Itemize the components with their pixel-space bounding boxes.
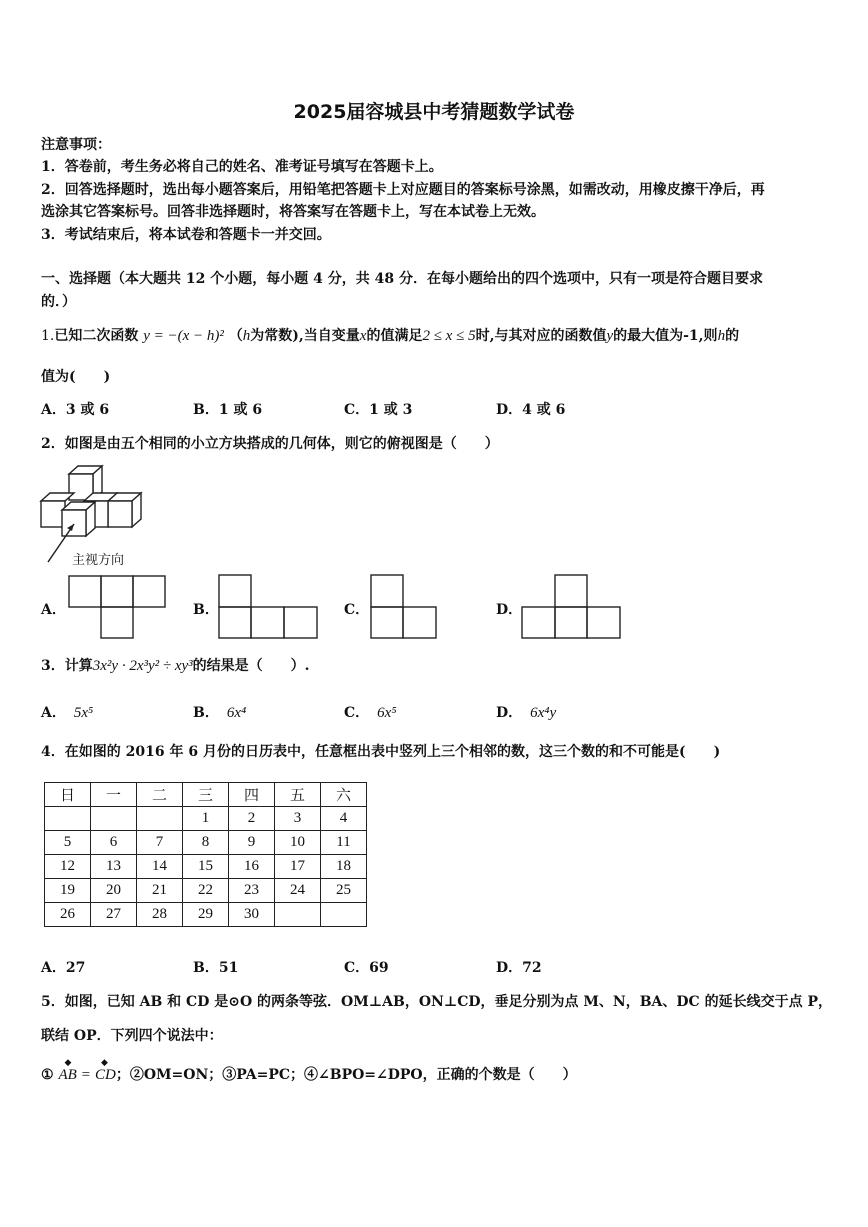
q3-option-d[interactable]	[496, 702, 556, 722]
q1-text-6: 的最大值为-1,则	[613, 328, 718, 344]
exam-title: 2025届容城县中考猜题数学试卷	[293, 101, 575, 123]
calendar-cell	[91, 807, 137, 831]
calendar-cell: 10	[275, 831, 321, 855]
calendar-header: 六	[321, 783, 367, 807]
q1-option-b[interactable]: B．1 或 6	[193, 402, 263, 418]
calendar-header: 二	[137, 783, 183, 807]
q3-expression: 3x²y · 2x³y² ÷ xy³	[92, 658, 193, 674]
calendar-cell: 8	[183, 831, 229, 855]
q1-h: h	[242, 328, 251, 344]
q1-y: y	[606, 328, 614, 344]
calendar-row	[45, 831, 367, 855]
q2-option-d-label[interactable]: D．	[496, 602, 523, 618]
calendar-cell: 6	[91, 831, 137, 855]
q5-arc-cd-text: CD	[94, 1067, 116, 1083]
calendar-cell: 12	[45, 855, 91, 879]
question-1-line-1	[41, 325, 739, 345]
q3-option-b[interactable]	[193, 702, 246, 722]
section-heading: 一、选择题（本大题共 12 个小题，每小题 4 分，共 48 分．在每小题给出的四个选项中，只有一项是符合题目要求	[41, 271, 763, 287]
calendar-cell: 27	[91, 903, 137, 927]
q5-arc-ab	[58, 1057, 77, 1084]
q4-option-c[interactable]: C．69	[344, 960, 389, 976]
q5-arc-cd	[94, 1057, 116, 1084]
calendar-header: 一	[91, 783, 137, 807]
notice-item-1: 1．答卷前，考生务必将自己的姓名、准考证号填写在答题卡上。	[41, 159, 443, 175]
q1-number: 1.	[41, 328, 55, 344]
calendar-cell: 1	[183, 807, 229, 831]
calendar-cell: 11	[321, 831, 367, 855]
q5-equals: =	[81, 1067, 91, 1083]
calendar-cell: 17	[275, 855, 321, 879]
calendar-header: 三	[183, 783, 229, 807]
q1-h-2: h	[717, 328, 726, 344]
q1-option-c[interactable]: C．1 或 3	[344, 402, 413, 418]
calendar-cell: 5	[45, 831, 91, 855]
calendar-row	[45, 903, 367, 927]
calendar-cell: 29	[183, 903, 229, 927]
q1-formula: y = −(x − h)²	[143, 328, 224, 344]
q3-option-a-value: 5x⁵	[73, 705, 94, 721]
q1-range: 2 ≤ x ≤ 5	[422, 328, 476, 344]
calendar-cell: 9	[229, 831, 275, 855]
calendar-cell: 23	[229, 879, 275, 903]
q1-text-2: （	[228, 328, 243, 344]
q1-text-7: 的	[725, 328, 740, 344]
calendar-cell: 14	[137, 855, 183, 879]
calendar-row	[45, 807, 367, 831]
calendar-cell: 4	[321, 807, 367, 831]
question-3-stem	[41, 655, 310, 675]
calendar-row	[45, 855, 367, 879]
q3-option-c[interactable]	[344, 702, 397, 722]
q3-option-a[interactable]	[41, 702, 93, 722]
q1-text-4: 的值满足	[366, 328, 423, 344]
calendar-cell: 28	[137, 903, 183, 927]
notice-item-3: 3．考试结束后，将本试卷和答题卡一并交回。	[41, 227, 331, 243]
q1-option-a[interactable]: A．3 或 6	[41, 402, 110, 418]
calendar-cell: 15	[183, 855, 229, 879]
calendar-cell: 2	[229, 807, 275, 831]
question-5-line-1: 5．如图，已知 AB 和 CD 是⊙O 的两条等弦．OM⊥AB，ON⊥CD，垂足分别为点 M、N，BA、DC 的延长线交于点 P，	[41, 994, 832, 1010]
calendar-cell: 19	[45, 879, 91, 903]
arc-mark-icon: ◆	[64, 1057, 72, 1067]
notice-heading: 注意事项：	[41, 137, 111, 153]
q2-option-a-figure[interactable]	[68, 575, 166, 639]
calendar-cell: 30	[229, 903, 275, 927]
q4-option-d[interactable]: D．72	[496, 960, 542, 976]
figure-label: 主视方向	[72, 553, 125, 568]
question-5-line-3	[41, 1057, 577, 1084]
q3-option-d-letter: D．	[496, 705, 523, 721]
calendar-cell: 22	[183, 879, 229, 903]
q3-text-2: 的结果是（ ）.	[192, 658, 310, 674]
q2-option-c-figure[interactable]	[370, 574, 437, 639]
calendar-header: 日	[45, 783, 91, 807]
q5-circled-1: ①	[41, 1067, 54, 1083]
calendar-header: 五	[275, 783, 321, 807]
q2-option-b-label[interactable]: B．	[193, 602, 219, 618]
arc-mark-icon: ◆	[100, 1057, 108, 1067]
q3-text-1: 3．计算	[41, 658, 93, 674]
calendar-cell: 26	[45, 903, 91, 927]
calendar-cell: 25	[321, 879, 367, 903]
q1-option-d[interactable]: D．4 或 6	[496, 402, 566, 418]
calendar-cell: 18	[321, 855, 367, 879]
q5-statements: ；②OM=ON；③PA=PC；④∠BPO=∠DPO，正确的个数是（ ）	[115, 1067, 577, 1083]
q3-option-b-letter: B．	[193, 705, 219, 721]
q2-option-c-label[interactable]: C．	[344, 602, 370, 618]
q1-x: x	[359, 328, 367, 344]
q2-option-b-figure[interactable]	[218, 574, 318, 639]
question-5-line-2: 联结 OP．下列四个说法中：	[41, 1028, 223, 1044]
notice-item-2-cont: 选涂其它答案标号。回答非选择题时，将答案写在答题卡上，写在本试卷上无效。	[41, 204, 545, 220]
calendar-cell: 13	[91, 855, 137, 879]
calendar-cell	[137, 807, 183, 831]
calendar-cell: 3	[275, 807, 321, 831]
calendar-header-row	[45, 783, 367, 807]
q2-option-a-label[interactable]: A．	[41, 602, 66, 618]
calendar-cell: 24	[275, 879, 321, 903]
calendar-header: 四	[229, 783, 275, 807]
question-1-line-2: 值为( )	[41, 369, 111, 385]
calendar-cell: 16	[229, 855, 275, 879]
q3-option-d-value: 6x⁴y	[530, 705, 557, 721]
q2-option-d-figure[interactable]	[521, 574, 621, 639]
q3-option-b-value: 6x⁴	[226, 705, 247, 721]
q3-option-c-value: 6x⁵	[377, 705, 397, 721]
calendar-cell: 7	[137, 831, 183, 855]
section-heading-cont: 的．）	[41, 294, 76, 310]
q1-text-1: 已知二次函数	[54, 328, 139, 344]
q1-text-5: 时,与其对应的函数值	[475, 328, 607, 344]
question-4-stem: 4．在如图的 2016 年 6 月份的日历表中，任意框出表中竖列上三个相邻的数，这三个数的和不可能是( )	[41, 744, 721, 760]
q3-option-a-letter: A．	[41, 705, 66, 721]
calendar-cell: 21	[137, 879, 183, 903]
q4-option-a[interactable]: A．27	[41, 960, 86, 976]
calendar-cell: 20	[91, 879, 137, 903]
calendar-cell	[275, 903, 321, 927]
calendar-row	[45, 879, 367, 903]
q3-option-c-letter: C．	[344, 705, 370, 721]
question-2-stem: 2．如图是由五个相同的小立方块搭成的几何体，则它的俯视图是（ ）	[41, 436, 499, 452]
q4-option-b[interactable]: B．51	[193, 960, 239, 976]
calendar-table	[44, 782, 367, 927]
calendar-cell	[321, 903, 367, 927]
notice-item-2: 2．回答选择题时，选出每小题答案后，用铅笔把答题卡上对应题目的答案标号涂黑，如需改动，用橡皮擦干净后，再	[41, 182, 765, 198]
calendar-cell	[45, 807, 91, 831]
q5-arc-ab-text: AB	[58, 1067, 77, 1083]
q1-text-3: 为常数),当自变量	[250, 328, 360, 344]
calendar-table-wrap	[44, 782, 367, 927]
